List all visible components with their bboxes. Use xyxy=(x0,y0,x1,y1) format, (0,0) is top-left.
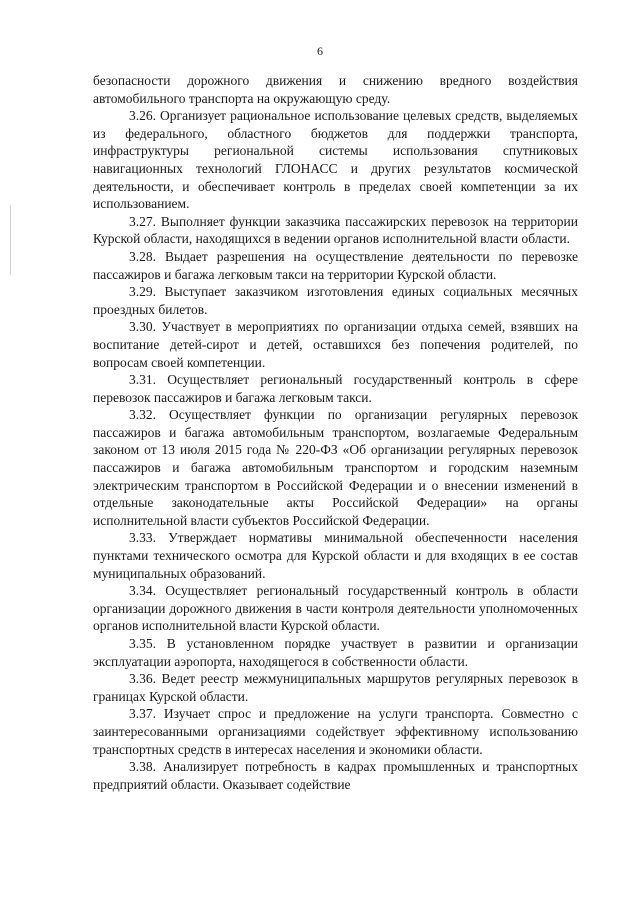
paragraph-3-28: 3.28. Выдает разрешения на осуществление деятельности по перевозке пассажиров и багажа легковым такси на территории Курской области. xyxy=(93,248,578,282)
document-body xyxy=(93,72,578,793)
margin-scan-line xyxy=(10,205,11,275)
paragraph-3-30: 3.30. Участвует в мероприятиях по организации отдыха семей, взявших на воспитание детей-сирот и детей, оставшихся без попечения родителей, по вопросам своей компетенции. xyxy=(93,319,578,370)
paragraph-3-36: 3.36. Ведет реестр межмуниципальных маршрутов регулярных перевозок в границах Курской области. xyxy=(93,671,578,704)
page-number: 6 xyxy=(317,44,323,58)
paragraph-3-34: 3.34. Осуществляет региональный государственный контроль в области организации дорожного движения в части контроля деятельности уполномоченных органов исполнительной власти Курской области. xyxy=(93,583,578,634)
paragraph-3-32: 3.32. Осуществляет функции по организации регулярных перевозок пассажиров и багажа автомобильным транспортом, возлагаемые Федеральным законом от 13 июля 2015 года № 220-ФЗ «Об организации регулярных перевозок пассажиров и багажа автомобильным транспортом и городским наземным электрическим транспортом в Российской Федерации и о внесении изменений в отдельные законодательные акты Российской Федерации» на органы исполнительной власти субъектов Российской Федерации. xyxy=(93,407,578,528)
paragraph-3-26: 3.26. Организует рациональное использование целевых средств, выделяемых из федерального, областного бюджетов для поддержки транспорта, инфраструктуры региональной системы использования спутниковых навигационных технологий ГЛОНАСС и других результатов космической деятельности, и обеспечивает контроль в пределах своей компетенции за их использованием. xyxy=(93,108,578,212)
paragraph-3-35: 3.35. В установленном порядке участвует в развитии и организации эксплуатации аэропорта, находящегося в собственности области. xyxy=(93,636,578,669)
paragraph-3-31: 3.31. Осуществляет региональный государственный контроль в сфере перевозок пассажиров и багажа легковым такси. xyxy=(93,372,578,405)
paragraph-continuation: безопасности дорожного движения и снижению вредного воздействия автомобильного транспорта на окружающую среду. xyxy=(93,73,578,106)
paragraph-3-38: 3.38. Анализирует потребность в кадрах промышленных и транспортных предприятий области. Оказывает содействие xyxy=(93,759,578,792)
paragraph-3-29: 3.29. Выступает заказчиком изготовления единых социальных месячных проездных билетов. xyxy=(93,284,578,317)
paragraph-3-37: 3.37. Изучает спрос и предложение на услуги транспорта. Совместно с заинтересованными организациями содействует эффективному использованию транспортных средств в интересах населения и экономики области. xyxy=(93,706,578,757)
paragraph-3-33: 3.33. Утверждает нормативы минимальной обеспеченности населения пунктами технического осмотра для Курской области и для входящих в ее состав муниципальных образований. xyxy=(93,530,578,581)
paragraph-3-27: 3.27. Выполняет функции заказчика пассажирских перевозок на территории Курской области, находящихся в ведении органов исполнительной власти области. xyxy=(93,213,578,247)
